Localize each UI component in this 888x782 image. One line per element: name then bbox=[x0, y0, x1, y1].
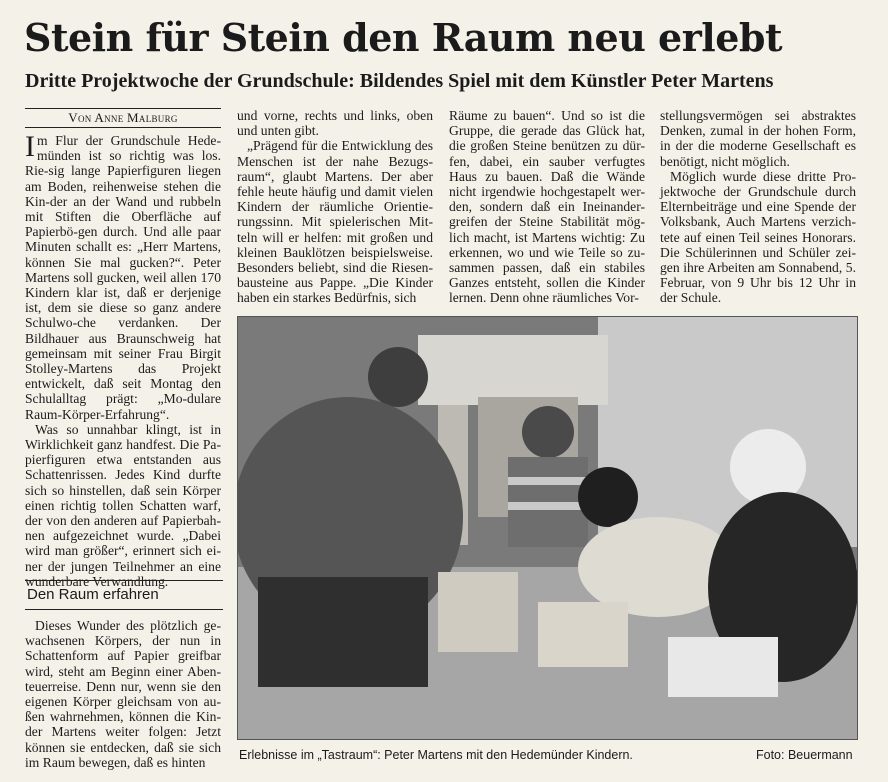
column-1 bbox=[25, 108, 221, 589]
byline: Von Anne Malburg bbox=[25, 108, 221, 128]
article-photo bbox=[237, 316, 858, 740]
photo-credit: Foto: Beuermann bbox=[756, 748, 853, 762]
section-heading: Den Raum erfahren bbox=[25, 580, 223, 610]
column-1-continued bbox=[25, 618, 221, 770]
column-3 bbox=[449, 108, 645, 306]
column-2 bbox=[237, 108, 433, 306]
headline: Stein für Stein den Raum neu erlebt bbox=[24, 15, 782, 60]
paragraph: Möglich wurde diese dritte Pro-jektwoche der Grundschule durch Elternbeiträge und eine Spende der Volksbank, Auch Martens verzich-tete auf einen Teil seines Honorars. Die Schülerinnen und Schüler zei-gen ihre Arbeiten am Sonnabend, 5. Februar, von 9 Uhr bis 12 Uhr in der Schule. bbox=[660, 168, 856, 306]
subheadline: Dritte Projektwoche der Grundschule: Bildendes Spiel mit dem Künstler Peter Martens bbox=[25, 70, 774, 92]
paragraph-text: m Flur der Grundschule Hede-münden ist so richtig was los. Rie-sig lange Papierfiguren liegen am Boden, reihenweise stehen die Kin-der an der Wand und rubbeln mit Stiften die Oberfläche auf Papierbö-gen durch. Und alle paar Minuten schallt es: „Herr Martens, können Sie mal gucken?“. Peter Martens soll gucken, weil allen 170 Kindern klar ist, daß er derjenige ist, dem sie diese so ganz andere Schulwo-che verdanken. Der Bildhauer aus Braunschweig hat gemeinsam mit seiner Frau Birgit Stolley-Martens das Projekt entwickelt, daß seit Montag den Schulalltag prägt: „Mo-dulare Raum-Körper-Erfahrung“. bbox=[25, 133, 221, 422]
paragraph: Was so unnahbar klingt, ist in Wirklichkeit ganz handfest. Die Pa-pierfiguren etwa entstanden aus Schattenrissen. Jedes Kind durfte sich so hinstellen, daß sein Körper einen richtig tollen Schatten warf, der von den anderen auf Papierbah-nen aufgezeichnet wurde. „Dabei wird man größer“, erinnert sich ei-ner der jungen Teilnehmer an eine wunderbare Verwandlung. bbox=[25, 421, 221, 589]
paragraph: „Prägend für die Entwicklung des Menschen ist der nahe Bezugs-raum“, glaubt Martens. Der aber fehle heute häufig und damit vielen Kindern der räumliche Orientie-rungssinn. Mit spielerischen Mit-teln will er helfen: mit großen und kleinen Bauklötzen beispielsweise. Besonders beliebt, sind die Riesen-bausteine aus Pappe. „Die Kinder haben ein starkes Bedürfnis, sich bbox=[237, 138, 433, 306]
photo-caption: Erlebnisse im „Tastraum“: Peter Martens mit den Hedemünder Kindern. bbox=[239, 748, 633, 762]
paragraph bbox=[25, 130, 221, 422]
paragraph: und vorne, rechts und links, oben und unten gibt. bbox=[237, 108, 433, 139]
paragraph: Räume zu bauen“. Und so ist die Gruppe, die gerade das Glück hat, die großen Steine benützen zu dür-fen, dabei, ein sauber verfugtes Haus zu bauen. Daß die Wände nicht irgendwie hochgestapelt wer-den, sondern daß ein Ineinander-greifen der Steine Stabilität mög-lich macht, ist Martens wichtig: Zu erkennen, wo und wie Teile so zu-sammen passen, daß ein stabiles Ganzes entsteht, sollen die Kinder lernen. Denn ohne räumliches Vor- bbox=[449, 108, 645, 306]
photo-illustration bbox=[238, 317, 857, 739]
paragraph: Dieses Wunder des plötzlich ge-wachsenen Körpers, der nun in Schattenform auf Papier greifbar wird, steht am Beginn einer Aben-teuerreise. Denn nur, wenn sie den eigenen Körper gleichsam von au-ßen wahrnehmen, können die Kin-der Martens weiter folgen: Jetzt können sie entdecken, daß sie sich im Raum bewegen, daß es hinten bbox=[25, 618, 221, 770]
drop-cap: I bbox=[25, 130, 35, 163]
column-4 bbox=[660, 108, 856, 306]
paragraph: stellungsvermögen sei abstraktes Denken, zumal in der hohen Form, in der die moderne Gesellschaft es benötigt, nicht möglich. bbox=[660, 108, 856, 169]
